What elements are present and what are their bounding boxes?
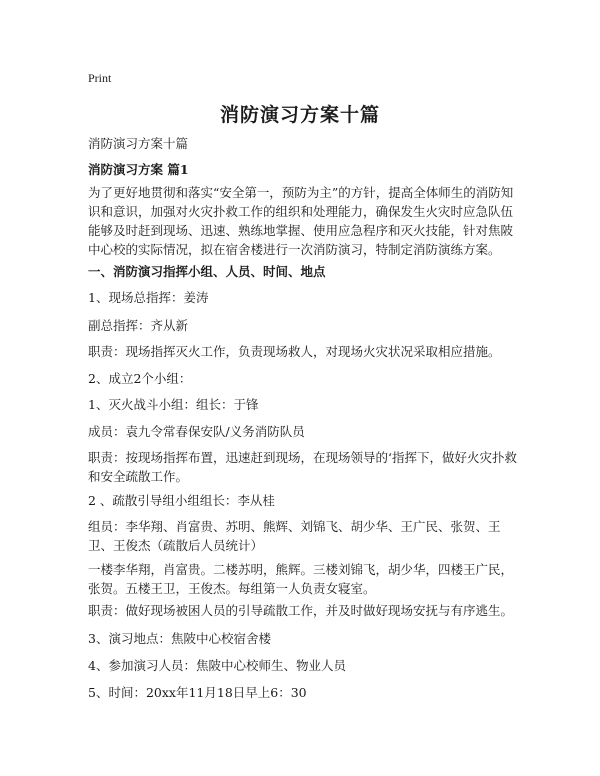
list-item: 副总指挥：齐从新: [88, 318, 189, 333]
print-label[interactable]: Print: [88, 71, 112, 85]
list-item: 职责：现场指挥灭火工作，负责现场救人，对现场火灾状况采取相应措施。: [88, 344, 501, 359]
page-title: 消防演习方案十篇: [219, 104, 380, 126]
heading-command-group: 一、消防演习指挥小组、人员、时间、地点: [88, 264, 326, 279]
list-item: 一楼李华翔，肖富贵。二楼苏明，熊辉。三楼刘锦飞，胡少华，四楼王广民，张贺。五楼王卫，王俊杰。每组第一人负责女寝室。: [88, 562, 514, 596]
list-item: 1、灭火战斗小组：组长：于锋: [88, 397, 259, 412]
list-item: 2、成立2个小组：: [88, 371, 192, 386]
list-item: 3、演习地点：焦陂中心校宿舍楼: [88, 631, 271, 646]
list-item: 成员：袁九令常春保安队/义务消防队员: [88, 424, 305, 439]
list-item: 5、时间：20xx年11月18日早上6：30: [88, 685, 307, 700]
list-item: 1、现场总指挥：姜涛: [88, 290, 209, 305]
list-item: 职责：做好现场被困人员的引导疏散工作，并及时做好现场安抚与有序逃生。: [88, 603, 514, 618]
doc-subtitle: 消防演习方案十篇: [88, 136, 189, 151]
list-item: 职责：按现场指挥布置，迅速赶到现场，在现场领导的‘指挥下，做好火灾扑救和安全疏散工作。: [88, 450, 517, 484]
list-item: 4、参加演习人员：焦陂中心校师生、物业人员: [88, 658, 346, 673]
section-title: 消防演习方案 篇1: [88, 162, 189, 177]
list-item: 组员：李华翔、肖富贵、苏明、熊辉、刘锦飞、胡少华、王广民、张贺、王卫、王俊杰（疏散后人员统计）: [88, 519, 501, 553]
list-item: 2 、疏散引导组小组组长：李从桂: [88, 493, 275, 508]
intro-paragraph: 为了更好地贯彻和落实“安全第一，预防为主”的方针，提高全体师生的消防知识和意识，加强对火灾扑救工作的组织和处理能力，确保发生火灾时应急队伍能够及时赶到现场、迅速、熟练地掌握、使用应急程序和灭火技能，针对焦陂中心校的实际情况，拟在宿舍楼进行一次消防演习，特制定消防演练方案。: [88, 185, 514, 257]
